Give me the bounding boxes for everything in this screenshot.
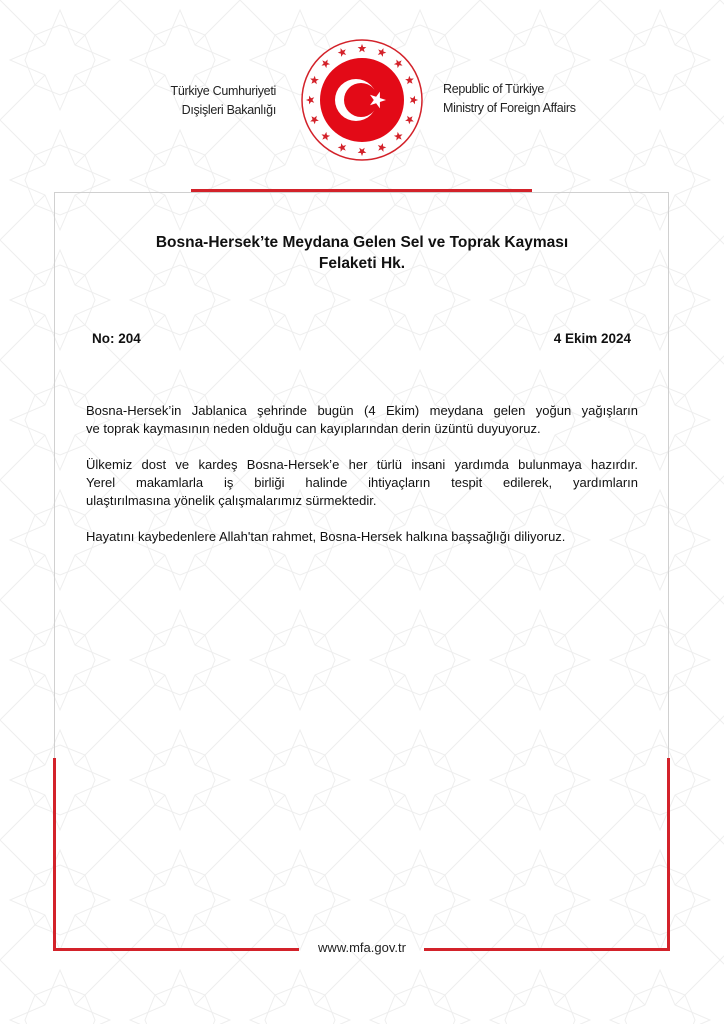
crescent-star-seal-icon — [299, 38, 425, 162]
paragraph-1 — [86, 402, 638, 438]
paragraph-line: ulaştırılmasına yönelik çalışmalarımız sürmektedir. — [86, 493, 377, 508]
press-release-body — [86, 402, 638, 564]
ministry-name-turkish — [150, 82, 276, 120]
website-link[interactable]: www.mfa.gov.tr — [318, 940, 406, 955]
header-left-line-2: Dışişleri Bakanlığı — [181, 103, 276, 117]
press-release-title — [80, 232, 644, 274]
paragraph-2 — [86, 456, 638, 510]
frame-right-accent — [667, 758, 670, 950]
header-right-line-2: Ministry of Foreign Affairs — [443, 101, 576, 115]
paragraph-line: Hayatını kaybedenlere Allah'tan rahmet, Bosna-Hersek halkına başsağlığı diliyoruz. — [86, 529, 566, 544]
press-release-number: No: 204 — [92, 331, 141, 346]
frame-right-border — [668, 192, 669, 758]
header-right-line-1: Republic of Türkiye — [443, 82, 545, 96]
frame-top-border — [54, 192, 669, 193]
header-left-line-1: Türkiye Cumhuriyeti — [170, 84, 276, 98]
frame-bottom-accent-right — [424, 948, 670, 951]
paragraph-line: Ülkemiz dost ve kardeş Bosna-Hersek’e her türlü insani yardımda bulunmaya hazırdır. — [86, 457, 638, 472]
title-line-2: Felaketi Hk. — [318, 255, 406, 272]
title-line-1: Bosna-Hersek’te Meydana Gelen Sel ve Toprak Kayması — [155, 234, 569, 251]
paragraph-line: Bosna-Hersek’in Jablanica şehrinde bugün (4 Ekim) meydana gelen yoğun yağışların — [86, 403, 638, 418]
paragraph-3 — [86, 528, 638, 546]
paragraph-line: Yerel makamlarla iş birliği halinde ihtiyaçların tespit edilerek, yardımların — [86, 475, 638, 490]
frame-left-accent — [53, 758, 56, 950]
ministry-name-english — [443, 80, 613, 118]
frame-bottom-accent-left — [53, 948, 299, 951]
frame-left-border — [54, 192, 55, 758]
press-release-date: 4 Ekim 2024 — [553, 331, 631, 346]
frame-top-accent — [191, 189, 532, 192]
paragraph-line: ve toprak kaymasının neden olduğu can kayıplarından derin üzüntü duyuyoruz. — [86, 421, 541, 436]
